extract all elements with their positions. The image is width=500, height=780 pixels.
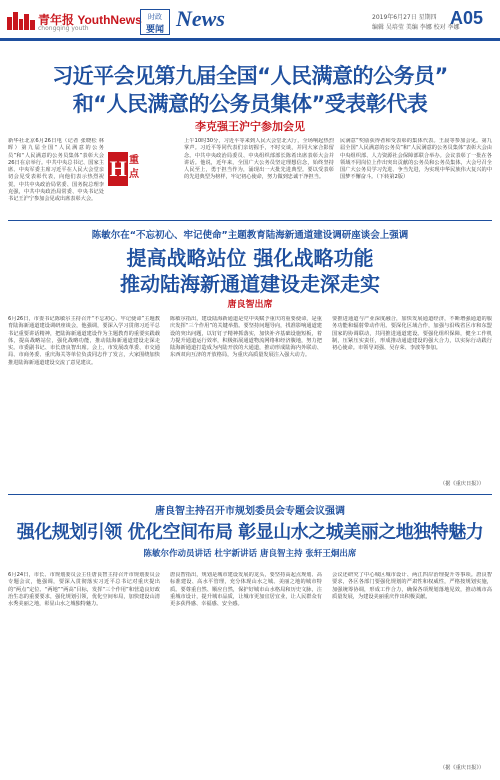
- article2-column-3: 要推进通道与产业深度融合，加快发展通道经济，不断增强通道的服务功能和辐射带动作用。要深化区域合作，加强与沿线省区市和东盟国家的协调联动，共同推进通道建设。要强化组织保障，健全工作机制，压紧压实责任，形成推动通道建设的强大合力，以实际行动践行初心使命。市领导刘强、吴存荣、李波等参加。: [332, 316, 492, 352]
- article2-column-1: 6月26日，市委书记陈敏尔主持召开“不忘初心、牢记使命”主题教育陆海新通道建设调研座谈会，他强调，要深入学习贯彻习近平总书记重要讲话精神，把陆海新通道建设作为主题教育的重要实践载体，提高战略站位，强化战略功能，推动陆海新通道建设走深走实。市委副书记、市长唐良智出席。会上，市发展改革委、市交通局、市商务委、重庆海关等单位负责同志作了发言，大家围绕加快推进陆海新通道建设交流了意见建议。: [8, 316, 160, 366]
- masthead-rule: [0, 38, 500, 41]
- article2-headline-line2: 推动陆海新通道建设走深走实: [120, 272, 380, 296]
- article3-byline: 陈敏尔作动员讲话 杜宇新讲话 唐良智主持 张轩王炯出席: [143, 549, 357, 559]
- key-news-badge: [108, 152, 150, 186]
- brand-logo: [6, 7, 142, 33]
- article3-kicker: 唐良智主持召开市规划委员会专题会议强调: [155, 506, 345, 517]
- skyline-icon: [6, 9, 36, 31]
- article2-source: （据《重庆日报》）: [440, 481, 485, 487]
- page-number: A05: [450, 8, 484, 28]
- article1-subhead: 李克强王沪宁参加会见: [195, 120, 305, 133]
- article2-kicker: 陈敏尔在“不忘初心、牢记使命”主题教育陆海新通道建设调研座谈会上强调: [91, 230, 409, 241]
- article2-byline: 唐良智出席: [227, 300, 273, 310]
- article1-column-3: 民满意”奖励获得者和受表彰的集体代表。王晨等参加会见。第九届全国“人民满意的公务员”和“人民满意的公务员集体”表彰大会由中央组织部、人力资源社会保障部联合举办。会议表彰了一批在各领域不同岗位上作出突出贡献的公务员和公务员集体，大会号召全国广大公务员学习先进、争当先进，为实现中华民族伟大复兴的中国梦不懈奋斗。（下转第2版）: [340, 138, 492, 181]
- section-divider-1: [8, 220, 492, 221]
- section-line2: 要闻: [145, 25, 164, 35]
- article1-headline-line2: 和“人民满意的公务员集体”受表彰代表: [72, 92, 428, 116]
- section-divider-2: [8, 494, 492, 495]
- article3-column-2: 唐良智指出，规划是城市建设发展的龙头，要坚持高起点规划、高标准建设、高水平管理，充分体现山水之城、美丽之地的城市特质。要尊重自然、顺应自然，保护好城市山水格局和历史文脉，注重城市设计，提升城市品质，让城市更加宜居宜业，让人民群众有更多获得感、幸福感、安全感。: [170, 572, 322, 608]
- news-title: News: [176, 6, 225, 31]
- article1-headline-line1: 习近平会见第九届全国“人民满意的公务员”: [52, 64, 448, 88]
- badge-text: 重点: [129, 155, 139, 180]
- article1-column-1: 新华社北京6月26日电（记者 张晓松 林晖）第九届全国“人民满意的公务员”和“人民满意的公务员集体”表彰大会26日在京举行。中共中央总书记、国家主席、中央军委主席习近平在人民大会堂亲切会见受表彰代表，向他们表示热烈祝贺。中共中央政治局常委、国务院总理李克强，中共中央政治局常委、中央书记处书记王沪宁参加会见或出席表彰大会。: [8, 138, 104, 203]
- article3-column-3: 会议还研究了中心城区城市设计、两江四岸治理提升等事项。唐良智要求，各区各部门要强化规划的严肃性和权威性，严格按规划实施，加强统筹协调，形成工作合力，确保各项规划落地见效，推动城市高质量发展，为建设美丽重庆作出积极贡献。: [332, 572, 492, 600]
- issue-date: 2019年6月27日 星期四: [372, 14, 437, 21]
- section-line1: 时政: [148, 13, 162, 21]
- article1-column-2: 上午10时30分，习近平等来到人民大会堂北大厅，全场响起热烈掌声。习近平等同代表们亲切握手，不时交谈，并同大家合影留念。中共中央政治局委员、中央组织部部长陈希出席表彰大会并讲话。他说，近年来，全国广大公务员坚定理想信念，始终坚持人民至上，勇于担当作为，涌现出一大批先进典型。要以受表彰的先进典型为榜样，牢记初心使命，努力做到忠诚干净担当。: [184, 138, 334, 181]
- masthead: [0, 0, 500, 50]
- article3-headline: 强化规划引领 优化空间布局 彰显山水之城美丽之地独特魅力: [16, 522, 484, 543]
- article3-source: （据《重庆日报》）: [440, 765, 485, 771]
- article2-headline-line1: 提高战略站位 强化战略功能: [126, 246, 374, 270]
- article2-column-2: 陈敏尔指出，建设陆海新通道是党中央赋予重庆的重要使命，是重庆发挥“三个作用”的关键举措。要坚持问题导向，找准影响通道建设的突出问题，以钉钉子精神抓落实，加快补齐基础设施短板，着力提升通道运行效率，积极拓展通道物流网络和经济腹地，努力把陆海新通道打造成为内陆开放的大通道，推动形成陆海内外联动、东西双向互济的开放格局，为重庆高质量发展注入强大动力。: [170, 316, 322, 359]
- brand-subtitle: chongqing youth: [38, 25, 89, 32]
- section-badge: [140, 9, 170, 35]
- staff-credits: 编辑 吴培莹 美编 李娜 校对 李娜: [372, 24, 460, 31]
- badge-letter: H: [108, 152, 128, 186]
- brand-name: 青年报 YouthNews: [38, 13, 142, 27]
- article3-column-1: 6月24日，市长、市规划委员会主任唐良智主持召开市规划委员会专题会议，他强调，要深入贯彻落实习近平总书记对重庆提出的“两点”定位、“两地”“两高”目标，发挥“三个作用”和营造良好政治生态的重要要求，强化规划引领，优化空间布局，加快建设山清水秀美丽之地，彰显山水之城独特魅力。: [8, 572, 160, 608]
